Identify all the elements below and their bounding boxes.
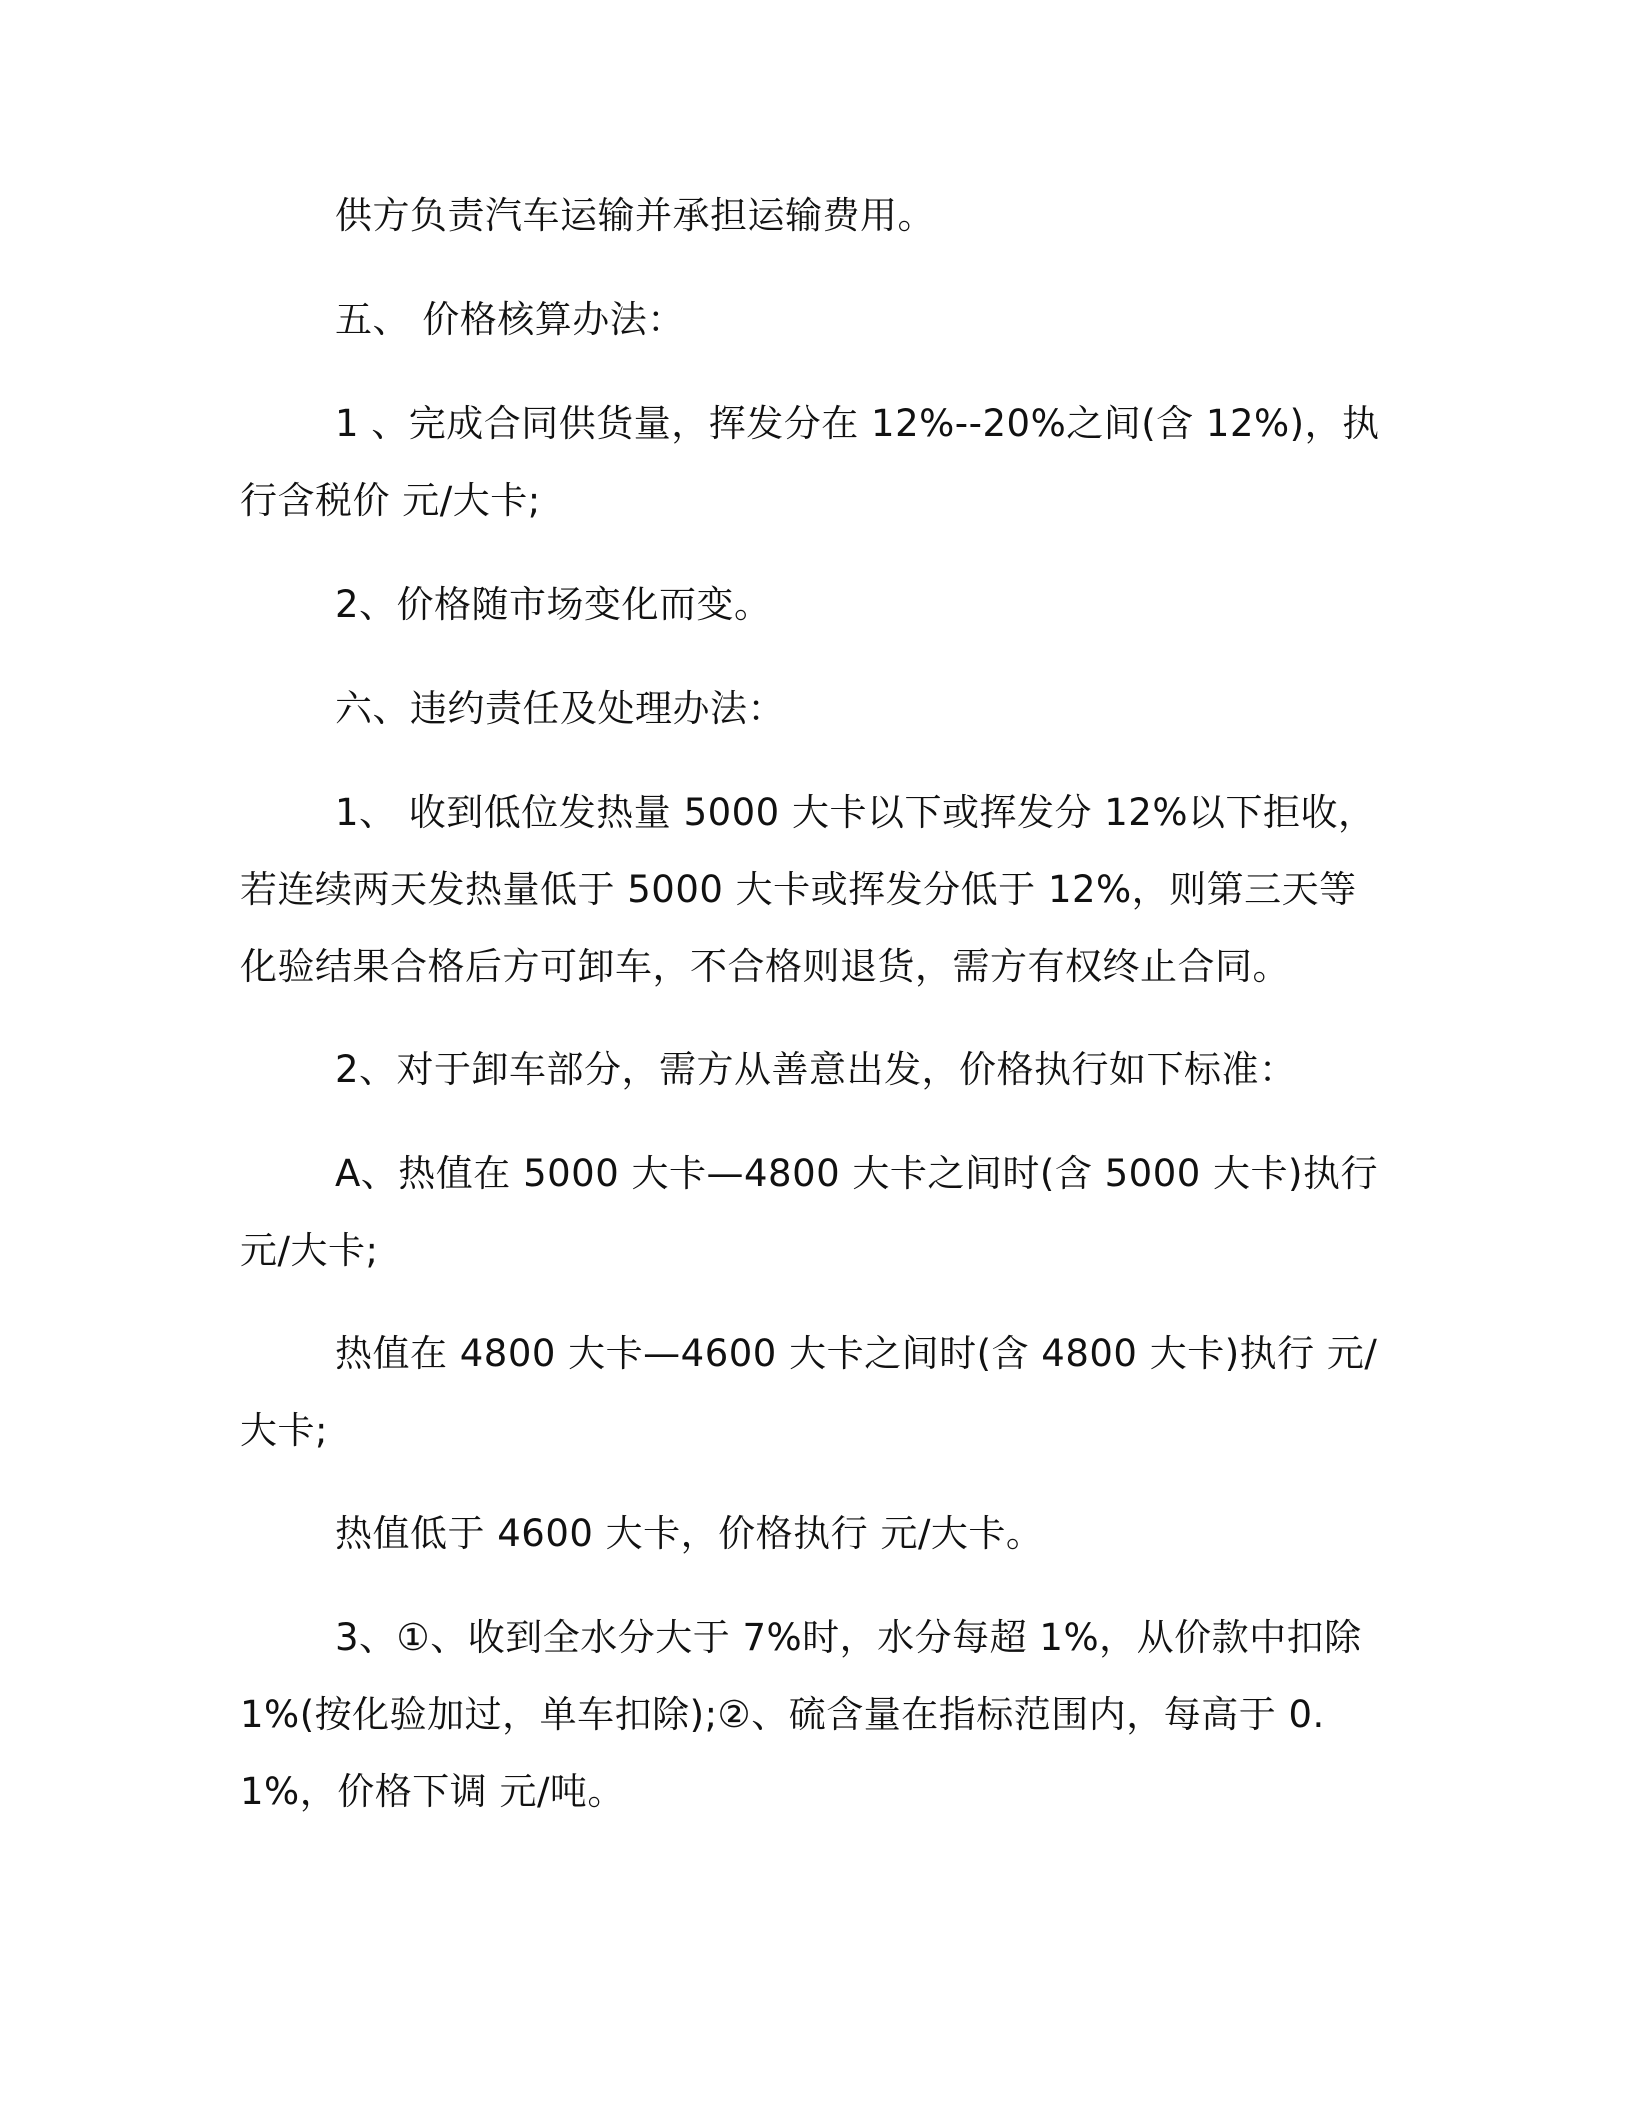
paragraph-breach-clause-3: 3、①、收到全水分大于 7%时，水分每超 1%，从价款中扣除 1%(按化验加过，单车扣除);②、硫含量在指标范围内，每高于 0.1%，价格下调 元/吨。 bbox=[240, 1616, 1362, 1813]
paragraph-price-clause-2: 2、价格随市场变化而变。 bbox=[335, 583, 772, 626]
heading-price-calculation: 五、 价格核算办法： bbox=[335, 298, 685, 341]
paragraph-transport: 供方负责汽车运输并承担运输费用。 bbox=[335, 194, 935, 237]
paragraph-breach-clause-1: 1、 收到低位发热量 5000 大卡以下或挥发分 12%以下拒收，若连续两天发热量低于 5000 大卡或挥发分低于 12%，则第三天等化验结果合格后方可卸车，不合格则退货，需方有权终止合同。 bbox=[240, 791, 1376, 988]
paragraph-heat-value-c: 热值低于 4600 大卡，价格执行 元/大卡。 bbox=[335, 1512, 1044, 1555]
paragraph-heat-value-b: 热值在 4800 大卡—4600 大卡之间时(含 4800 大卡)执行 元/大卡; bbox=[240, 1332, 1378, 1452]
heading-breach-liability: 六、违约责任及处理办法： bbox=[335, 687, 785, 730]
paragraph-heat-value-a: A、热值在 5000 大卡—4800 大卡之间时(含 5000 大卡)执行 元/大卡; bbox=[240, 1152, 1378, 1272]
paragraph-price-clause-1: 1 、完成合同供货量，挥发分在 12%--20%之间(含 12%)，执行含税价 元/大卡; bbox=[240, 402, 1380, 522]
paragraph-breach-clause-2: 2、对于卸车部分，需方从善意出发，价格执行如下标准： bbox=[335, 1048, 1297, 1091]
